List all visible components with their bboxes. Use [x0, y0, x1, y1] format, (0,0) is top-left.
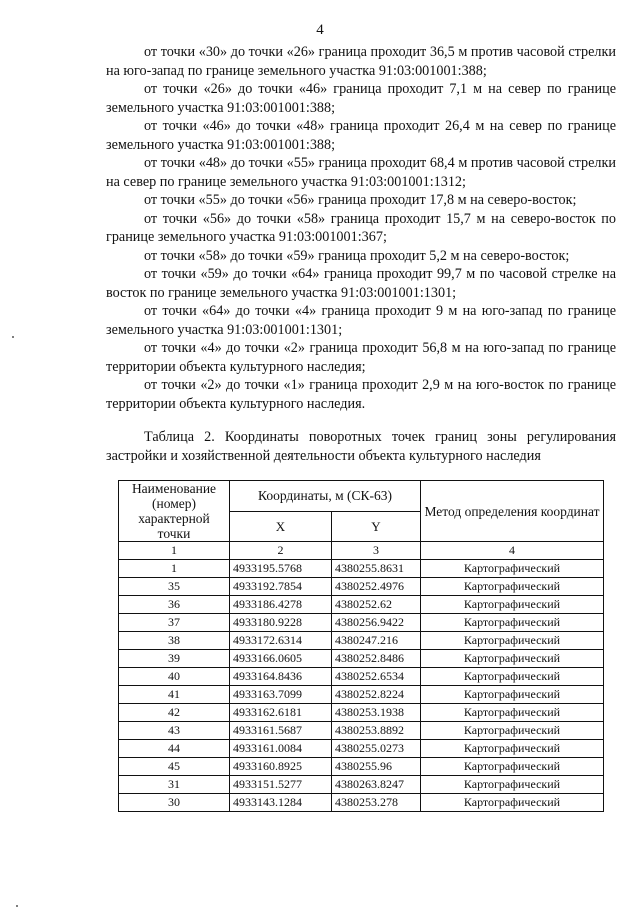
method-cell: Картографический — [421, 758, 604, 776]
point-number-cell: 36 — [119, 596, 230, 614]
method-cell: Картографический — [421, 776, 604, 794]
table-row — [119, 776, 604, 794]
table-row — [119, 686, 604, 704]
y-coordinate-cell: 4380252.8224 — [332, 686, 421, 704]
method-cell: Картографический — [421, 596, 604, 614]
y-coordinate-cell: 4380263.8247 — [332, 776, 421, 794]
x-coordinate-cell: 4933163.7099 — [230, 686, 332, 704]
header-coordinates: Координаты, м (СК-63) — [230, 481, 421, 512]
paragraph: от точки «48» до точки «55» граница проходит 68,4 м против часовой стрелки на север по границе земельного участка 91:03:001001:1312; — [106, 155, 616, 190]
point-number-cell: 38 — [119, 632, 230, 650]
header-method: Метод определения координат — [421, 481, 604, 542]
table-row — [119, 758, 604, 776]
point-number-cell: 41 — [119, 686, 230, 704]
y-coordinate-cell: 4380253.8892 — [332, 722, 421, 740]
x-coordinate-cell: 4933151.5277 — [230, 776, 332, 794]
method-cell: Картографический — [421, 686, 604, 704]
method-cell: Картографический — [421, 740, 604, 758]
point-number-cell: 37 — [119, 614, 230, 632]
x-coordinate-cell: 4933195.5768 — [230, 560, 332, 578]
header-y: Y — [332, 511, 421, 542]
y-coordinate-cell: 4380252.62 — [332, 596, 421, 614]
point-number-cell: 45 — [119, 758, 230, 776]
paragraph: от точки «2» до точки «1» граница проходит 2,9 м на юго-восток по границе территории объекта культурного наследия. — [106, 377, 616, 412]
scan-speck — [12, 336, 14, 338]
method-cell: Картографический — [421, 794, 604, 812]
column-index: 2 — [230, 542, 332, 560]
method-cell: Картографический — [421, 704, 604, 722]
x-coordinate-cell: 4933161.0084 — [230, 740, 332, 758]
column-index: 3 — [332, 542, 421, 560]
method-cell: Картографический — [421, 668, 604, 686]
scan-speck — [16, 905, 18, 907]
y-coordinate-cell: 4380253.278 — [332, 794, 421, 812]
point-number-cell: 44 — [119, 740, 230, 758]
point-number-cell: 40 — [119, 668, 230, 686]
paragraph: от точки «4» до точки «2» граница проходит 56,8 м на юго-запад по границе территории объекта культурного наследия; — [106, 340, 616, 375]
paragraph: от точки «64» до точки «4» граница проходит 9 м на юго-запад по границе земельного участка 91:03:001001:1301; — [106, 303, 616, 338]
y-coordinate-cell: 4380252.4976 — [332, 578, 421, 596]
point-number-cell: 43 — [119, 722, 230, 740]
x-coordinate-cell: 4933186.4278 — [230, 596, 332, 614]
x-coordinate-cell: 4933161.5687 — [230, 722, 332, 740]
point-number-cell: 30 — [119, 794, 230, 812]
y-coordinate-cell: 4380247.216 — [332, 632, 421, 650]
paragraph: от точки «30» до точки «26» граница проходит 36,5 м против часовой стрелки на юго-запад по границе земельного участка 91:03:001001:388; — [106, 44, 616, 79]
x-coordinate-cell: 4933164.8436 — [230, 668, 332, 686]
method-cell: Картографический — [421, 560, 604, 578]
paragraph: от точки «59» до точки «64» граница проходит 99,7 м по часовой стрелке на восток по границе земельного участка 91:03:001001:1301; — [106, 266, 616, 301]
coordinates-table — [118, 480, 604, 812]
table-row — [119, 722, 604, 740]
method-cell: Картографический — [421, 722, 604, 740]
column-index: 4 — [421, 542, 604, 560]
table-row — [119, 578, 604, 596]
paragraph: от точки «56» до точки «58» граница проходит 15,7 м на северо-восток по границе земельного участка 91:03:001001:367; — [106, 210, 616, 245]
x-coordinate-cell: 4933180.9228 — [230, 614, 332, 632]
y-coordinate-cell: 4380252.8486 — [332, 650, 421, 668]
header-point-name: Наименование (номер) характерной точки — [119, 481, 230, 542]
paragraph: от точки «58» до точки «59» граница проходит 5,2 м на северо-восток; — [144, 247, 570, 264]
table-caption: Таблица 2. Координаты поворотных точек границ зоны регулирования застройки и хозяйственной деятельности объекта культурного наследия — [106, 429, 616, 464]
x-coordinate-cell: 4933143.1284 — [230, 794, 332, 812]
table-row — [119, 704, 604, 722]
x-coordinate-cell: 4933162.6181 — [230, 704, 332, 722]
point-number-cell: 39 — [119, 650, 230, 668]
table-row — [119, 614, 604, 632]
column-index: 1 — [119, 542, 230, 560]
y-coordinate-cell: 4380252.6534 — [332, 668, 421, 686]
table-row — [119, 596, 604, 614]
x-coordinate-cell: 4933160.8925 — [230, 758, 332, 776]
x-coordinate-cell: 4933166.0605 — [230, 650, 332, 668]
y-coordinate-cell: 4380255.96 — [332, 758, 421, 776]
method-cell: Картографический — [421, 650, 604, 668]
paragraph: от точки «55» до точки «56» граница проходит 17,8 м на северо-восток; — [144, 192, 577, 208]
table-row — [119, 650, 604, 668]
method-cell: Картографический — [421, 614, 604, 632]
table-row — [119, 794, 604, 812]
y-coordinate-cell: 4380256.9422 — [332, 614, 421, 632]
boundary-description — [106, 43, 616, 413]
table-row — [119, 668, 604, 686]
point-number-cell: 31 — [119, 776, 230, 794]
column-index-row — [119, 542, 604, 560]
y-coordinate-cell: 4380255.0273 — [332, 740, 421, 758]
method-cell: Картографический — [421, 578, 604, 596]
paragraph: от точки «46» до точки «48» граница проходит 26,4 м на север по границе земельного участка 91:03:001001:388; — [106, 118, 616, 153]
y-coordinate-cell: 4380255.8631 — [332, 560, 421, 578]
paragraph: от точки «26» до точки «46» граница проходит 7,1 м на север по границе земельного участка 91:03:001001:388; — [106, 81, 616, 116]
point-number-cell: 42 — [119, 704, 230, 722]
table-row — [119, 740, 604, 758]
x-coordinate-cell: 4933172.6314 — [230, 632, 332, 650]
point-number-cell: 1 — [119, 560, 230, 578]
x-coordinate-cell: 4933192.7854 — [230, 578, 332, 596]
page-number: 4 — [316, 22, 324, 38]
y-coordinate-cell: 4380253.1938 — [332, 704, 421, 722]
table-row — [119, 560, 604, 578]
point-number-cell: 35 — [119, 578, 230, 596]
method-cell: Картографический — [421, 632, 604, 650]
table-row — [119, 632, 604, 650]
header-x: X — [230, 511, 332, 542]
